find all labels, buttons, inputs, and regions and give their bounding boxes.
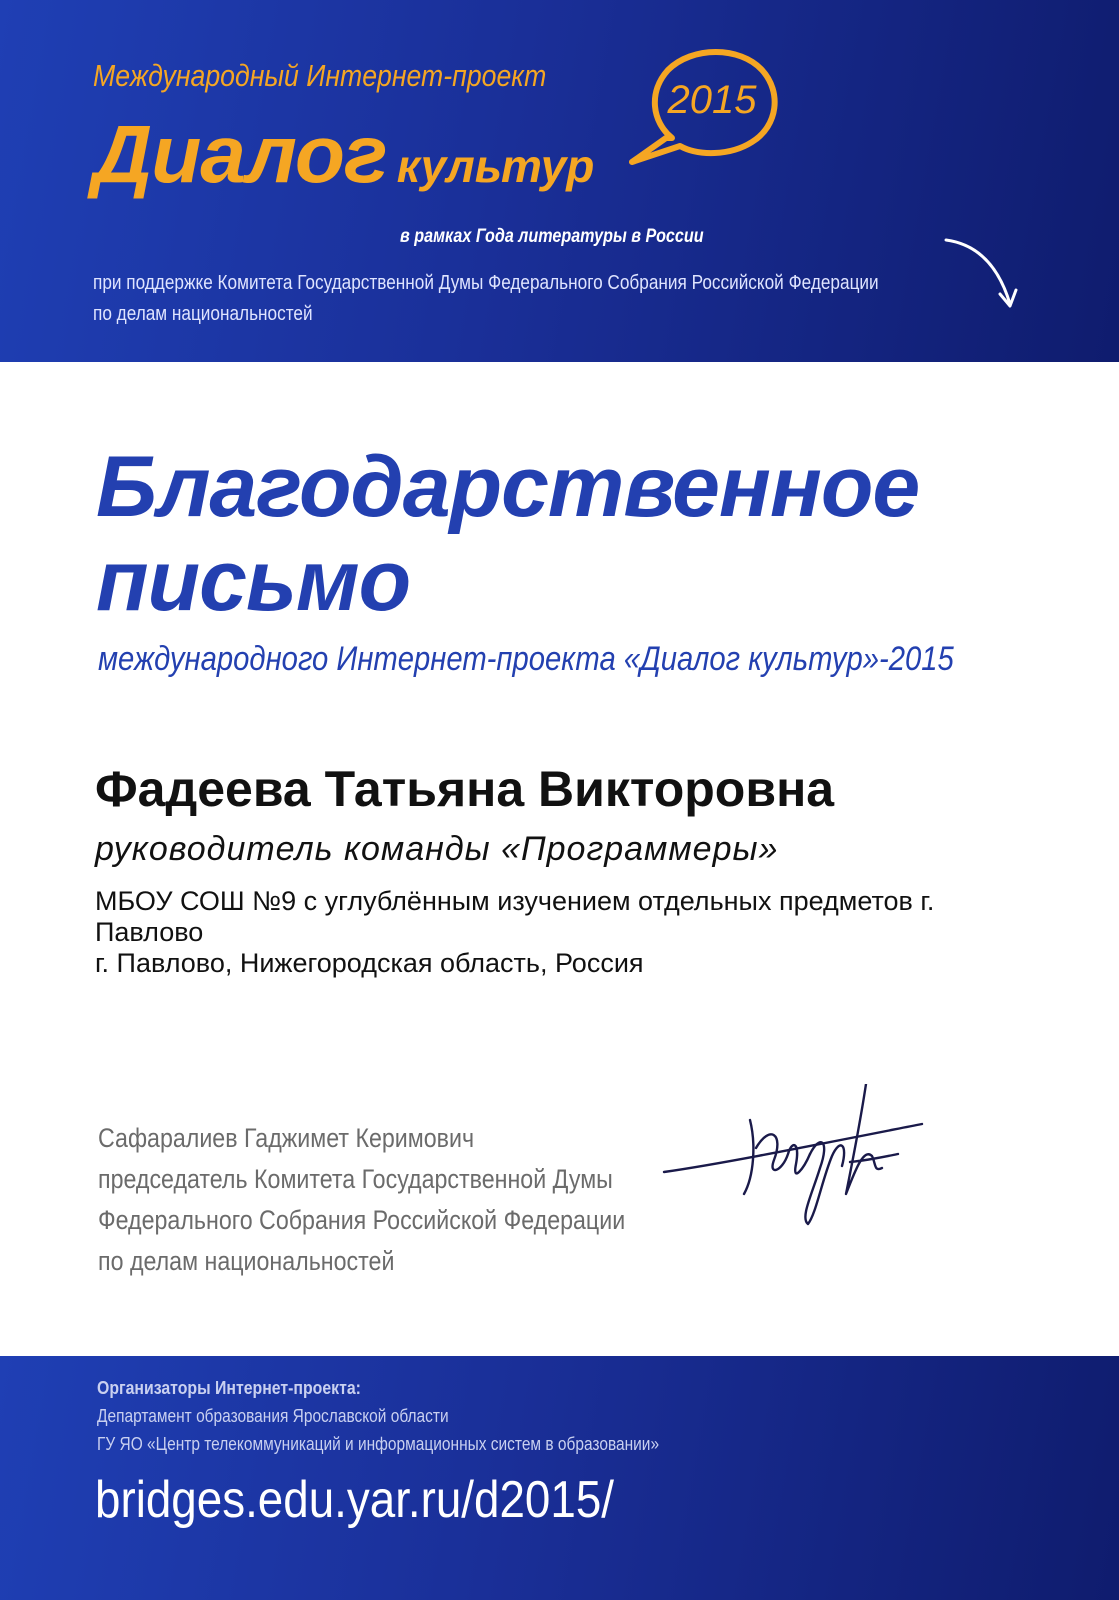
signature-icon bbox=[660, 1084, 930, 1234]
support-text bbox=[93, 268, 879, 330]
project-url-link[interactable]: bridges.edu.yar.ru/d2015/ bbox=[95, 1471, 614, 1529]
brand-sub: культур bbox=[396, 140, 595, 192]
brand-main: Диалог bbox=[93, 109, 387, 200]
signer-block bbox=[98, 1118, 625, 1282]
title-line-1: Благодарственное bbox=[96, 439, 920, 535]
support-line-2: по делам национальностей bbox=[93, 303, 313, 325]
signer-name: Сафаралиев Гаджимет Керимович bbox=[98, 1123, 475, 1153]
organizer-2: ГУ ЯО «Центр телекоммуникаций и информационных систем в образовании» bbox=[97, 1434, 660, 1454]
organizers-heading: Организаторы Интернет-проекта: bbox=[97, 1378, 361, 1398]
document-title bbox=[96, 440, 919, 628]
org-line-2: г. Павлово, Нижегородская область, Россия bbox=[95, 948, 644, 978]
recipient-role: руководитель команды «Программеры» bbox=[95, 830, 779, 868]
curved-arrow-icon bbox=[940, 232, 1020, 314]
signer-position-3: по делам национальностей bbox=[98, 1246, 395, 1276]
context-line: в рамках Года литературы в России bbox=[400, 226, 704, 247]
support-line-1: при поддержке Комитета Государственной Думы Федерального Собрания Российской Федерации bbox=[93, 272, 879, 294]
title-line-2: письмо bbox=[96, 533, 411, 629]
org-line-1: МБОУ СОШ №9 с углублённым изучением отдельных предметов г. Павлово bbox=[95, 886, 935, 947]
document-subtitle: международного Интернет-проекта «Диалог культур»-2015 bbox=[98, 640, 954, 678]
organizer-1: Департамент образования Ярославской области bbox=[97, 1406, 449, 1426]
project-label: Международный Интернет-проект bbox=[93, 58, 547, 93]
signer-position-1: председатель Комитета Государственной Думы bbox=[98, 1164, 613, 1194]
recipient-name: Фадеева Татьяна Викторовна bbox=[95, 761, 835, 817]
recipient-organization bbox=[95, 886, 995, 979]
brand-logo-text bbox=[93, 108, 594, 202]
year-label: 2015 bbox=[667, 78, 757, 122]
signer-position-2: Федерального Собрания Российской Федерации bbox=[98, 1205, 626, 1235]
